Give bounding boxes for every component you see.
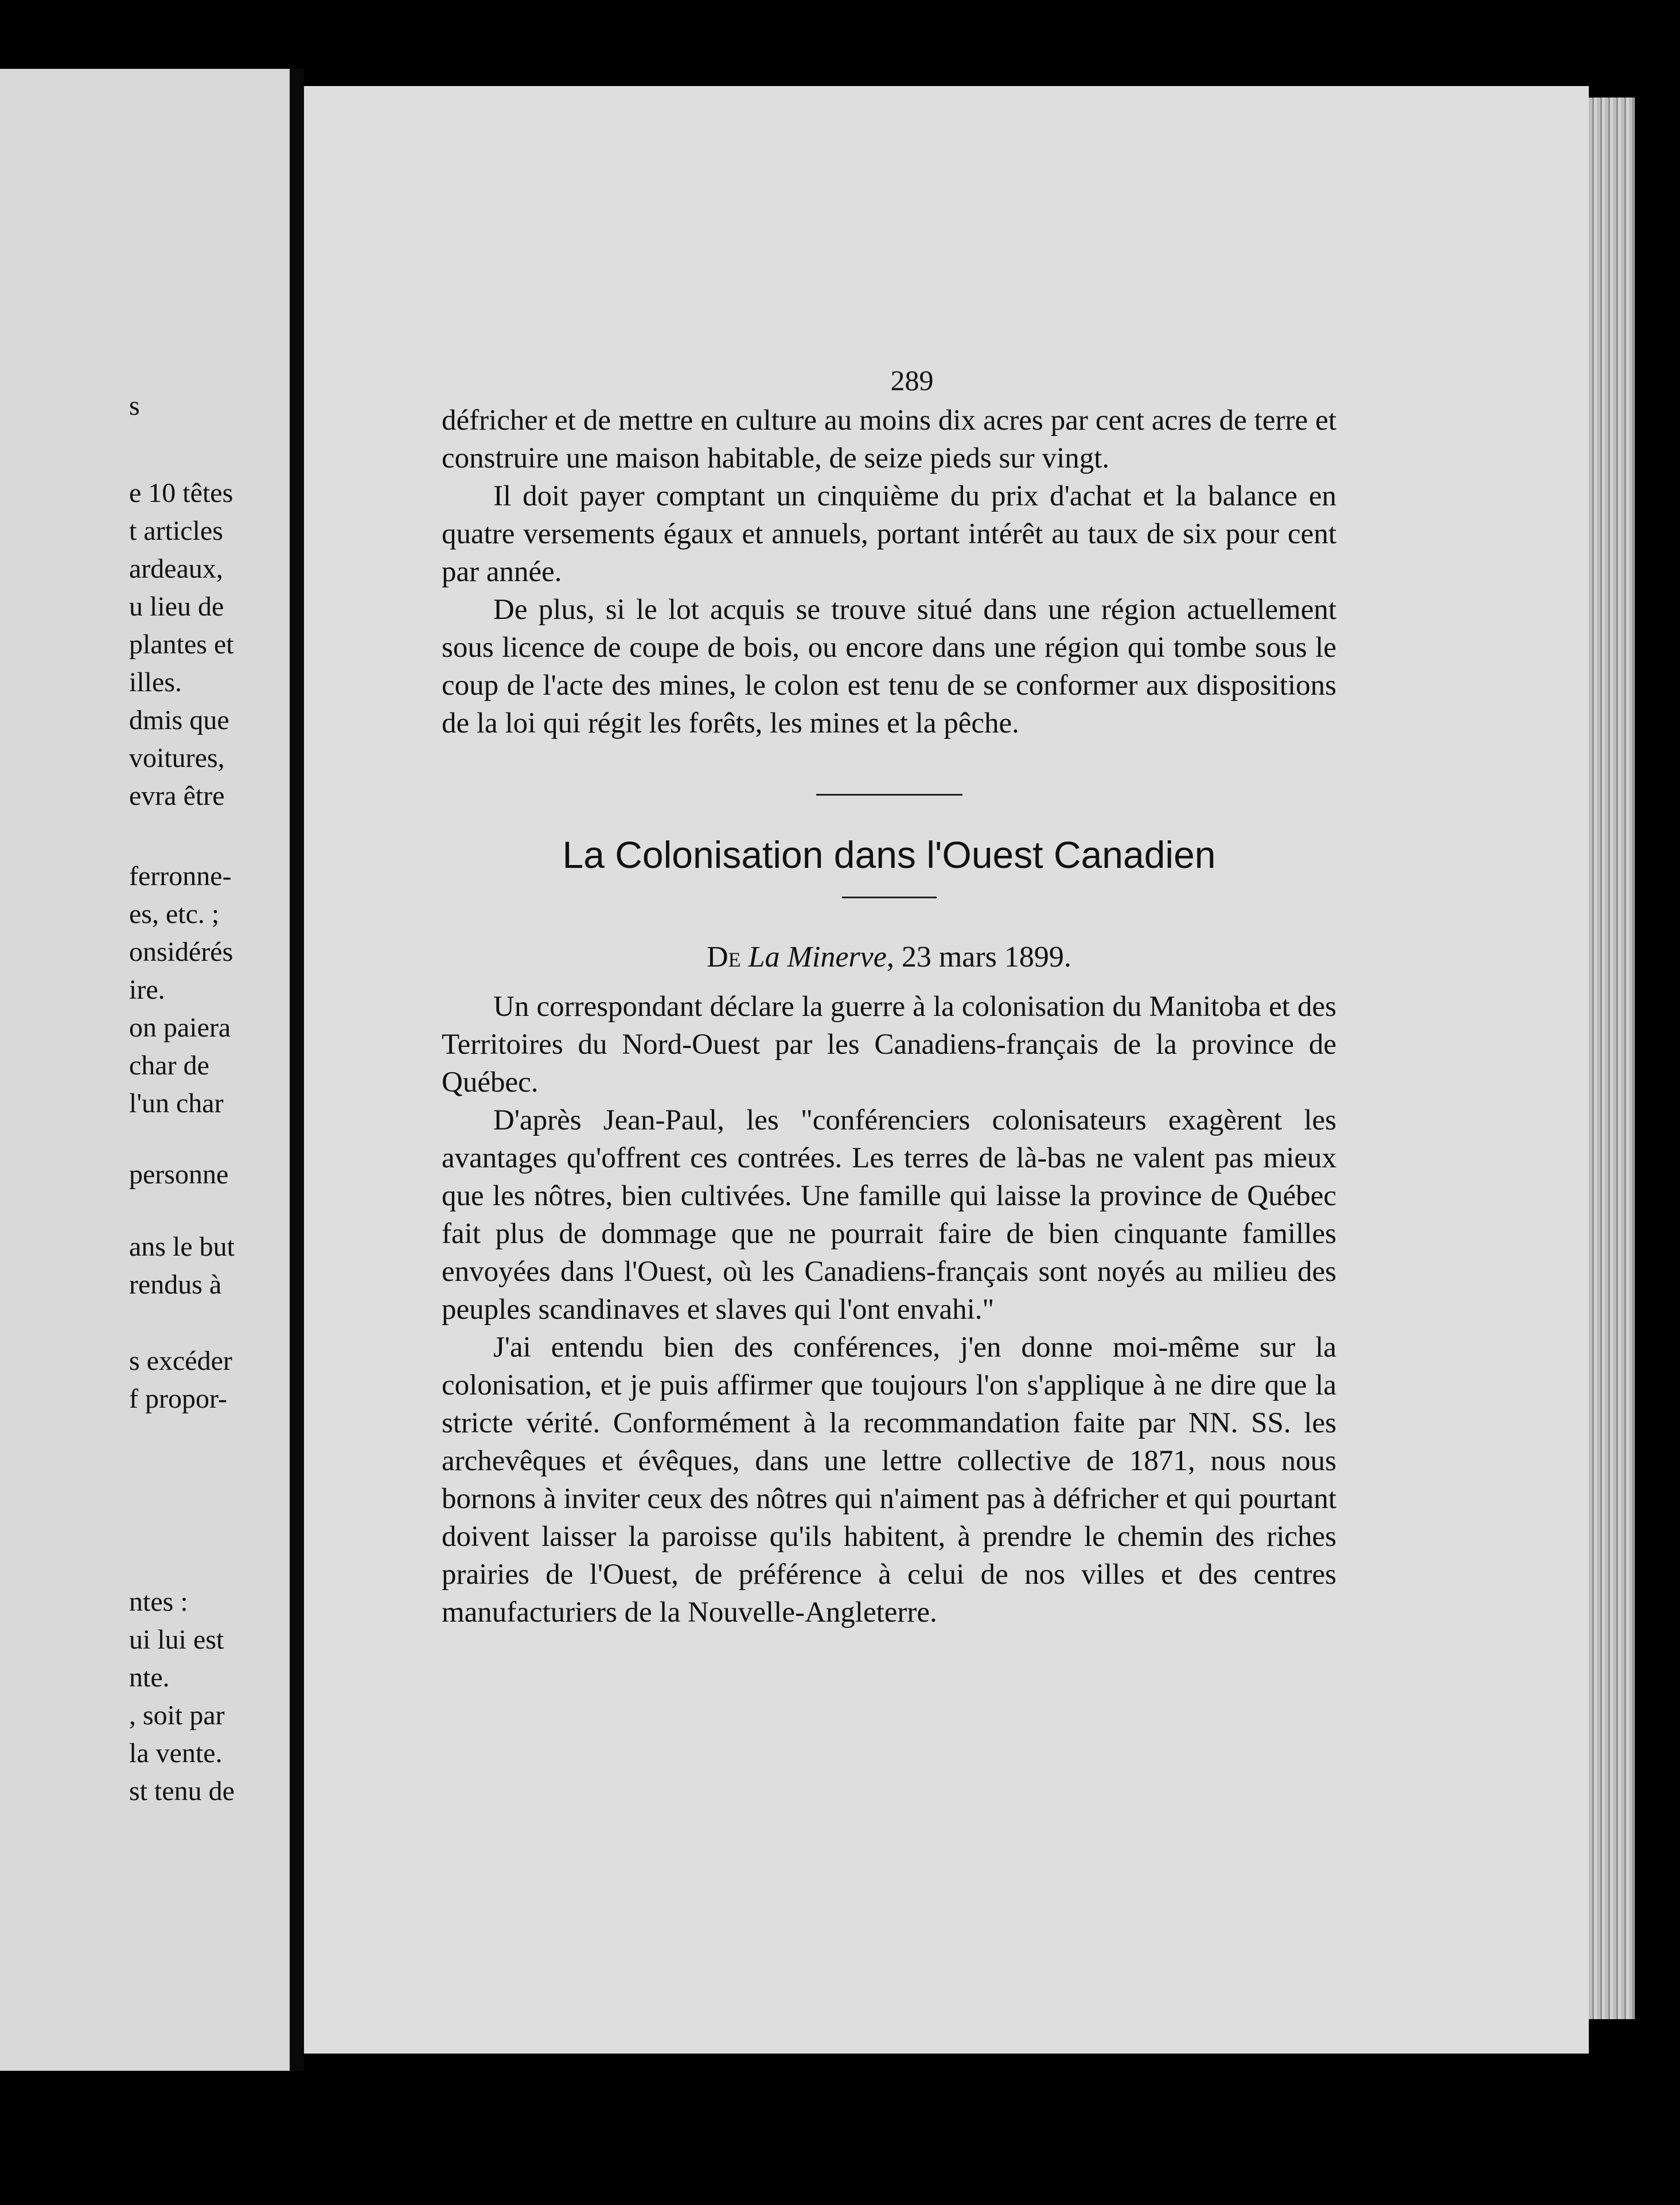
left-line: nte. bbox=[129, 1662, 170, 1693]
left-line: evra être bbox=[129, 781, 225, 811]
left-line: s excéder bbox=[129, 1346, 232, 1376]
title-underline bbox=[842, 897, 937, 898]
left-line: illes. bbox=[129, 667, 182, 698]
article-title: La Colonisation dans l'Ouest Canadien bbox=[562, 833, 1216, 876]
page-edges bbox=[1589, 98, 1635, 2019]
paragraph: Il doit payer comptant un cinquième du prix d'achat et la balance en quatre versements égaux et annuels, portant intérêt au taux de six pour cent par année. bbox=[442, 480, 1336, 588]
paragraph: D'après Jean-Paul, les "conférenciers colonisateurs exagèrent les avantages qu'offrent ces contrées. Les terres de là-bas ne valent pas mieux que les nôtres, bien cultivées. Une famille qui laisse la province de Québec fait plus de dommage que ne pourrait faire de bien cinquante familles envoyées dans l'Ouest, où les Canadiens-français sont noyés au milieu des peuples scandinaves et slaves qui l'ont envahi." bbox=[442, 1104, 1336, 1326]
left-facing-page bbox=[0, 69, 290, 2071]
left-line: t articles bbox=[129, 516, 223, 546]
left-line: es, etc. ; bbox=[129, 899, 220, 929]
source-line bbox=[442, 938, 1336, 976]
left-line: ire. bbox=[129, 975, 165, 1005]
main-page bbox=[304, 86, 1589, 2054]
source-publication: La Minerve bbox=[748, 941, 887, 973]
left-line: ntes : bbox=[129, 1587, 188, 1617]
left-line: onsidérés bbox=[129, 937, 233, 967]
left-line: f propor- bbox=[129, 1384, 227, 1414]
left-line: voitures, bbox=[129, 743, 225, 773]
page-content bbox=[442, 361, 1336, 1631]
left-line: personne bbox=[129, 1159, 229, 1190]
left-line: dmis que bbox=[129, 705, 229, 735]
source-date: , 23 mars 1899. bbox=[886, 941, 1071, 973]
left-line: ui lui est bbox=[129, 1624, 224, 1655]
paragraph: J'ai entendu bien des conférences, j'en donne moi-même sur la colonisation, et je puis affirmer que toujours l'on s'applique à ne dire que la stricte vérité. Conformément à la recommandation faite par NN. SS. les archevêques et évêques, dans une lettre collective de 1871, nous nous bornons à inviter ceux des nôtres qui n'aiment pas à défricher et qui pourtant doivent laisser la paroisse qu'ils habitent, à prendre le chemin des riches prairies de l'Ouest, de préférence à celui de nos villes et des centres manufacturiers de la Nouvelle-Angleterre. bbox=[442, 1331, 1336, 1629]
left-line: la vente. bbox=[129, 1738, 223, 1768]
left-line: , soit par bbox=[129, 1700, 225, 1731]
left-line: rendus à bbox=[129, 1269, 222, 1300]
left-line: l'un char bbox=[129, 1088, 224, 1119]
left-line: ferronne- bbox=[129, 861, 232, 891]
paragraph: Un correspondant déclare la guerre à la colonisation du Manitoba et des Territoires du Nord-Ouest par les Canadiens-français de la province de Québec. bbox=[442, 991, 1336, 1098]
left-line: st tenu de bbox=[129, 1776, 235, 1806]
paragraph: De plus, si le lot acquis se trouve situé dans une région actuellement sous licence de coupe de bois, ou encore dans une région qui tombe sous le coup de l'acte des mines, le colon est tenu de se conformer aux dispositions de la loi qui régit les forêts, les mines et la pêche. bbox=[442, 594, 1336, 739]
page-number: 289 bbox=[890, 364, 934, 396]
left-line: e 10 têtes bbox=[129, 478, 233, 508]
left-line: char de bbox=[129, 1050, 209, 1081]
paragraph: défricher et de mettre en culture au moins dix acres par cent acres de terre et construire une maison habitable, de seize pieds sur vingt. bbox=[442, 404, 1336, 474]
left-line: plantes et bbox=[129, 629, 234, 660]
left-line: ans le but bbox=[129, 1232, 235, 1262]
source-prefix: De bbox=[707, 941, 741, 973]
left-line: on paiera bbox=[129, 1012, 231, 1043]
book-gutter bbox=[290, 69, 304, 2071]
left-line: s bbox=[129, 391, 140, 421]
left-line: u lieu de bbox=[129, 591, 224, 622]
left-line: ardeaux, bbox=[129, 554, 223, 584]
section-divider bbox=[816, 794, 962, 796]
